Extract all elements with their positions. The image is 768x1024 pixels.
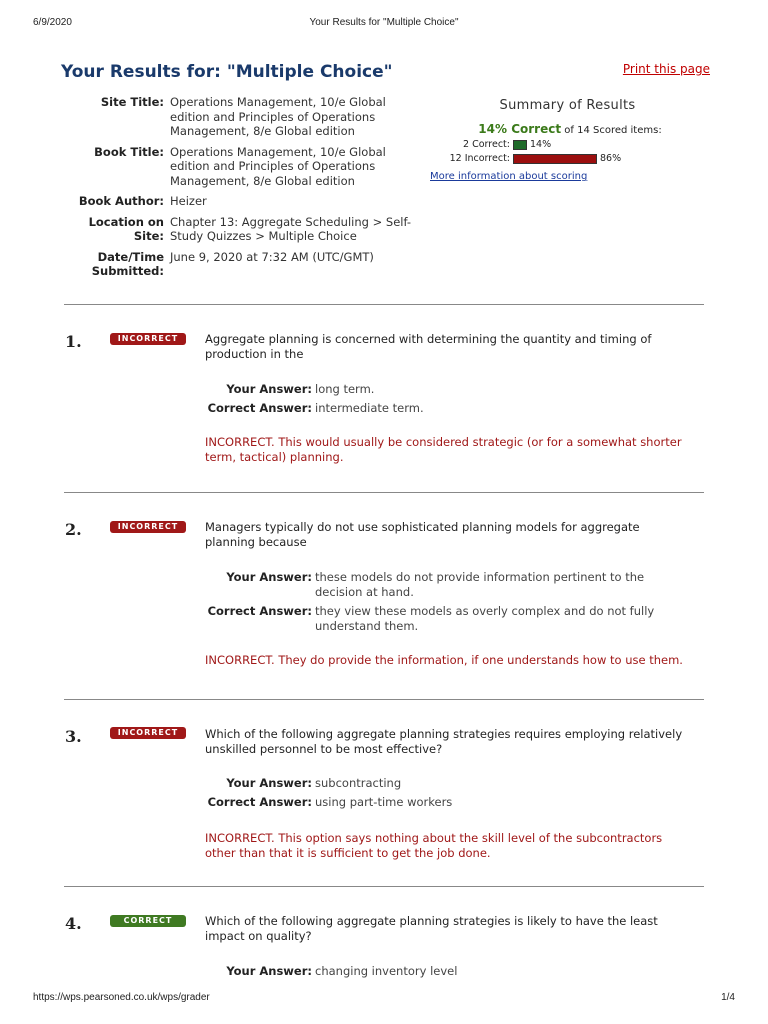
print-page-link[interactable]: Print this page (622, 62, 710, 76)
meta-label: Location on Site: (88, 214, 164, 243)
meta-value: June 9, 2020 at 7:32 AM (UTC/GMT) (170, 249, 374, 264)
your-answer-label: Your Answer: (226, 964, 312, 978)
correct-answer-label: Correct Answer: (207, 604, 312, 618)
question-number: 2. (65, 520, 82, 539)
summary-score (430, 122, 710, 136)
meta-value: Heizer (170, 194, 207, 208)
answers (205, 382, 705, 420)
meta-label: Book Title: (94, 144, 164, 159)
incorrect-bar (513, 154, 597, 164)
percent-correct: 14% Correct (478, 122, 562, 136)
your-answer-label: Your Answer: (226, 382, 312, 396)
question-text: Which of the following aggregate planning strategies requires employing relatively unskilled personnel to be most effective? (205, 727, 683, 756)
status-badge: CORRECT (110, 915, 186, 927)
incorrect-bar-row (430, 153, 710, 164)
incorrect-pct: 86% (600, 153, 622, 164)
meta-location (70, 215, 420, 244)
results-meta (70, 95, 420, 284)
meta-book-title (70, 145, 420, 189)
more-info-scoring-link[interactable]: More information about scoring (430, 171, 588, 182)
feedback-text: INCORRECT. This would usually be considered strategic (or for a somewhat shorter term, tactical) planning. (205, 435, 682, 464)
meta-value: Chapter 13: Aggregate Scheduling > Self-Study Quizzes > Multiple Choice (170, 214, 412, 243)
meta-value: Operations Management, 10/e Global edition and Principles of Operations Management, 8/e Global edition (170, 95, 386, 138)
your-answer-row (205, 570, 705, 600)
feedback-text: INCORRECT. This option says nothing about the skill level of the subcontractors other than that it is sufficient to get the job done. (205, 831, 663, 860)
correct-bar-row (430, 139, 710, 150)
your-answer-row (205, 382, 705, 397)
your-answer-value: changing inventory level (315, 964, 458, 978)
meta-book-author (70, 194, 420, 209)
scored-items: of 14 Scored items: (564, 125, 662, 136)
your-answer-value: long term. (315, 382, 375, 396)
print-page-number: 1/4 (721, 992, 735, 1003)
meta-date-submitted (70, 250, 420, 279)
meta-label: Book Author: (78, 194, 164, 208)
divider (64, 699, 704, 700)
meta-label: Date/Time Submitted: (91, 249, 164, 278)
your-answer-row (205, 776, 705, 791)
correct-bar (513, 140, 527, 150)
answers (205, 964, 705, 983)
page-title: Your Results for: "Multiple Choice" (61, 62, 393, 82)
correct-answer-value: intermediate term. (315, 401, 424, 415)
correct-answer-value: they view these models as overly complex and do not fully understand them. (315, 604, 655, 633)
your-answer-value: subcontracting (315, 776, 402, 790)
correct-answer-label: Correct Answer: (207, 795, 312, 809)
status-badge: INCORRECT (110, 521, 186, 533)
meta-value: Operations Management, 10/e Global edition and Principles of Operations Management, 8/e Global edition (170, 144, 386, 188)
incorrect-label: 12 Incorrect: (449, 153, 510, 164)
your-answer-label: Your Answer: (226, 776, 312, 790)
correct-answer-label: Correct Answer: (207, 401, 312, 415)
correct-pct: 14% (530, 139, 552, 150)
divider (64, 886, 704, 887)
divider (64, 304, 704, 305)
meta-site-title (70, 95, 420, 139)
print-date: 6/9/2020 (33, 17, 72, 28)
your-answer-label: Your Answer: (226, 570, 312, 584)
correct-answer-row (205, 795, 705, 810)
status-badge: INCORRECT (110, 333, 186, 345)
feedback-text: INCORRECT. They do provide the information, if one understands how to use them. (205, 653, 683, 667)
question-number: 1. (65, 332, 82, 351)
print-url: https://wps.pearsoned.co.uk/wps/grader (33, 992, 210, 1003)
question-number: 4. (65, 914, 82, 933)
correct-label: 2 Correct: (463, 139, 510, 150)
print-title: Your Results for "Multiple Choice" (309, 17, 459, 28)
your-answer-row (205, 964, 705, 979)
question-text: Managers typically do not use sophisticated planning models for aggregate planning because (205, 520, 640, 549)
status-badge: INCORRECT (110, 727, 186, 739)
question-text: Which of the following aggregate planning strategies is likely to have the least impact on quality? (205, 914, 658, 943)
your-answer-value: these models do not provide information pertinent to the decision at hand. (315, 570, 645, 599)
correct-answer-row (205, 401, 705, 416)
meta-label: Site Title: (100, 95, 164, 109)
answers (205, 776, 705, 814)
answers (205, 570, 705, 638)
summary-title: Summary of Results (499, 98, 636, 113)
question-text: Aggregate planning is concerned with determining the quantity and timing of production in the (205, 332, 652, 361)
summary-of-results (430, 98, 710, 182)
correct-answer-value: using part-time workers (315, 795, 453, 809)
correct-answer-row (205, 604, 705, 634)
question-number: 3. (65, 727, 82, 746)
divider (64, 492, 704, 493)
